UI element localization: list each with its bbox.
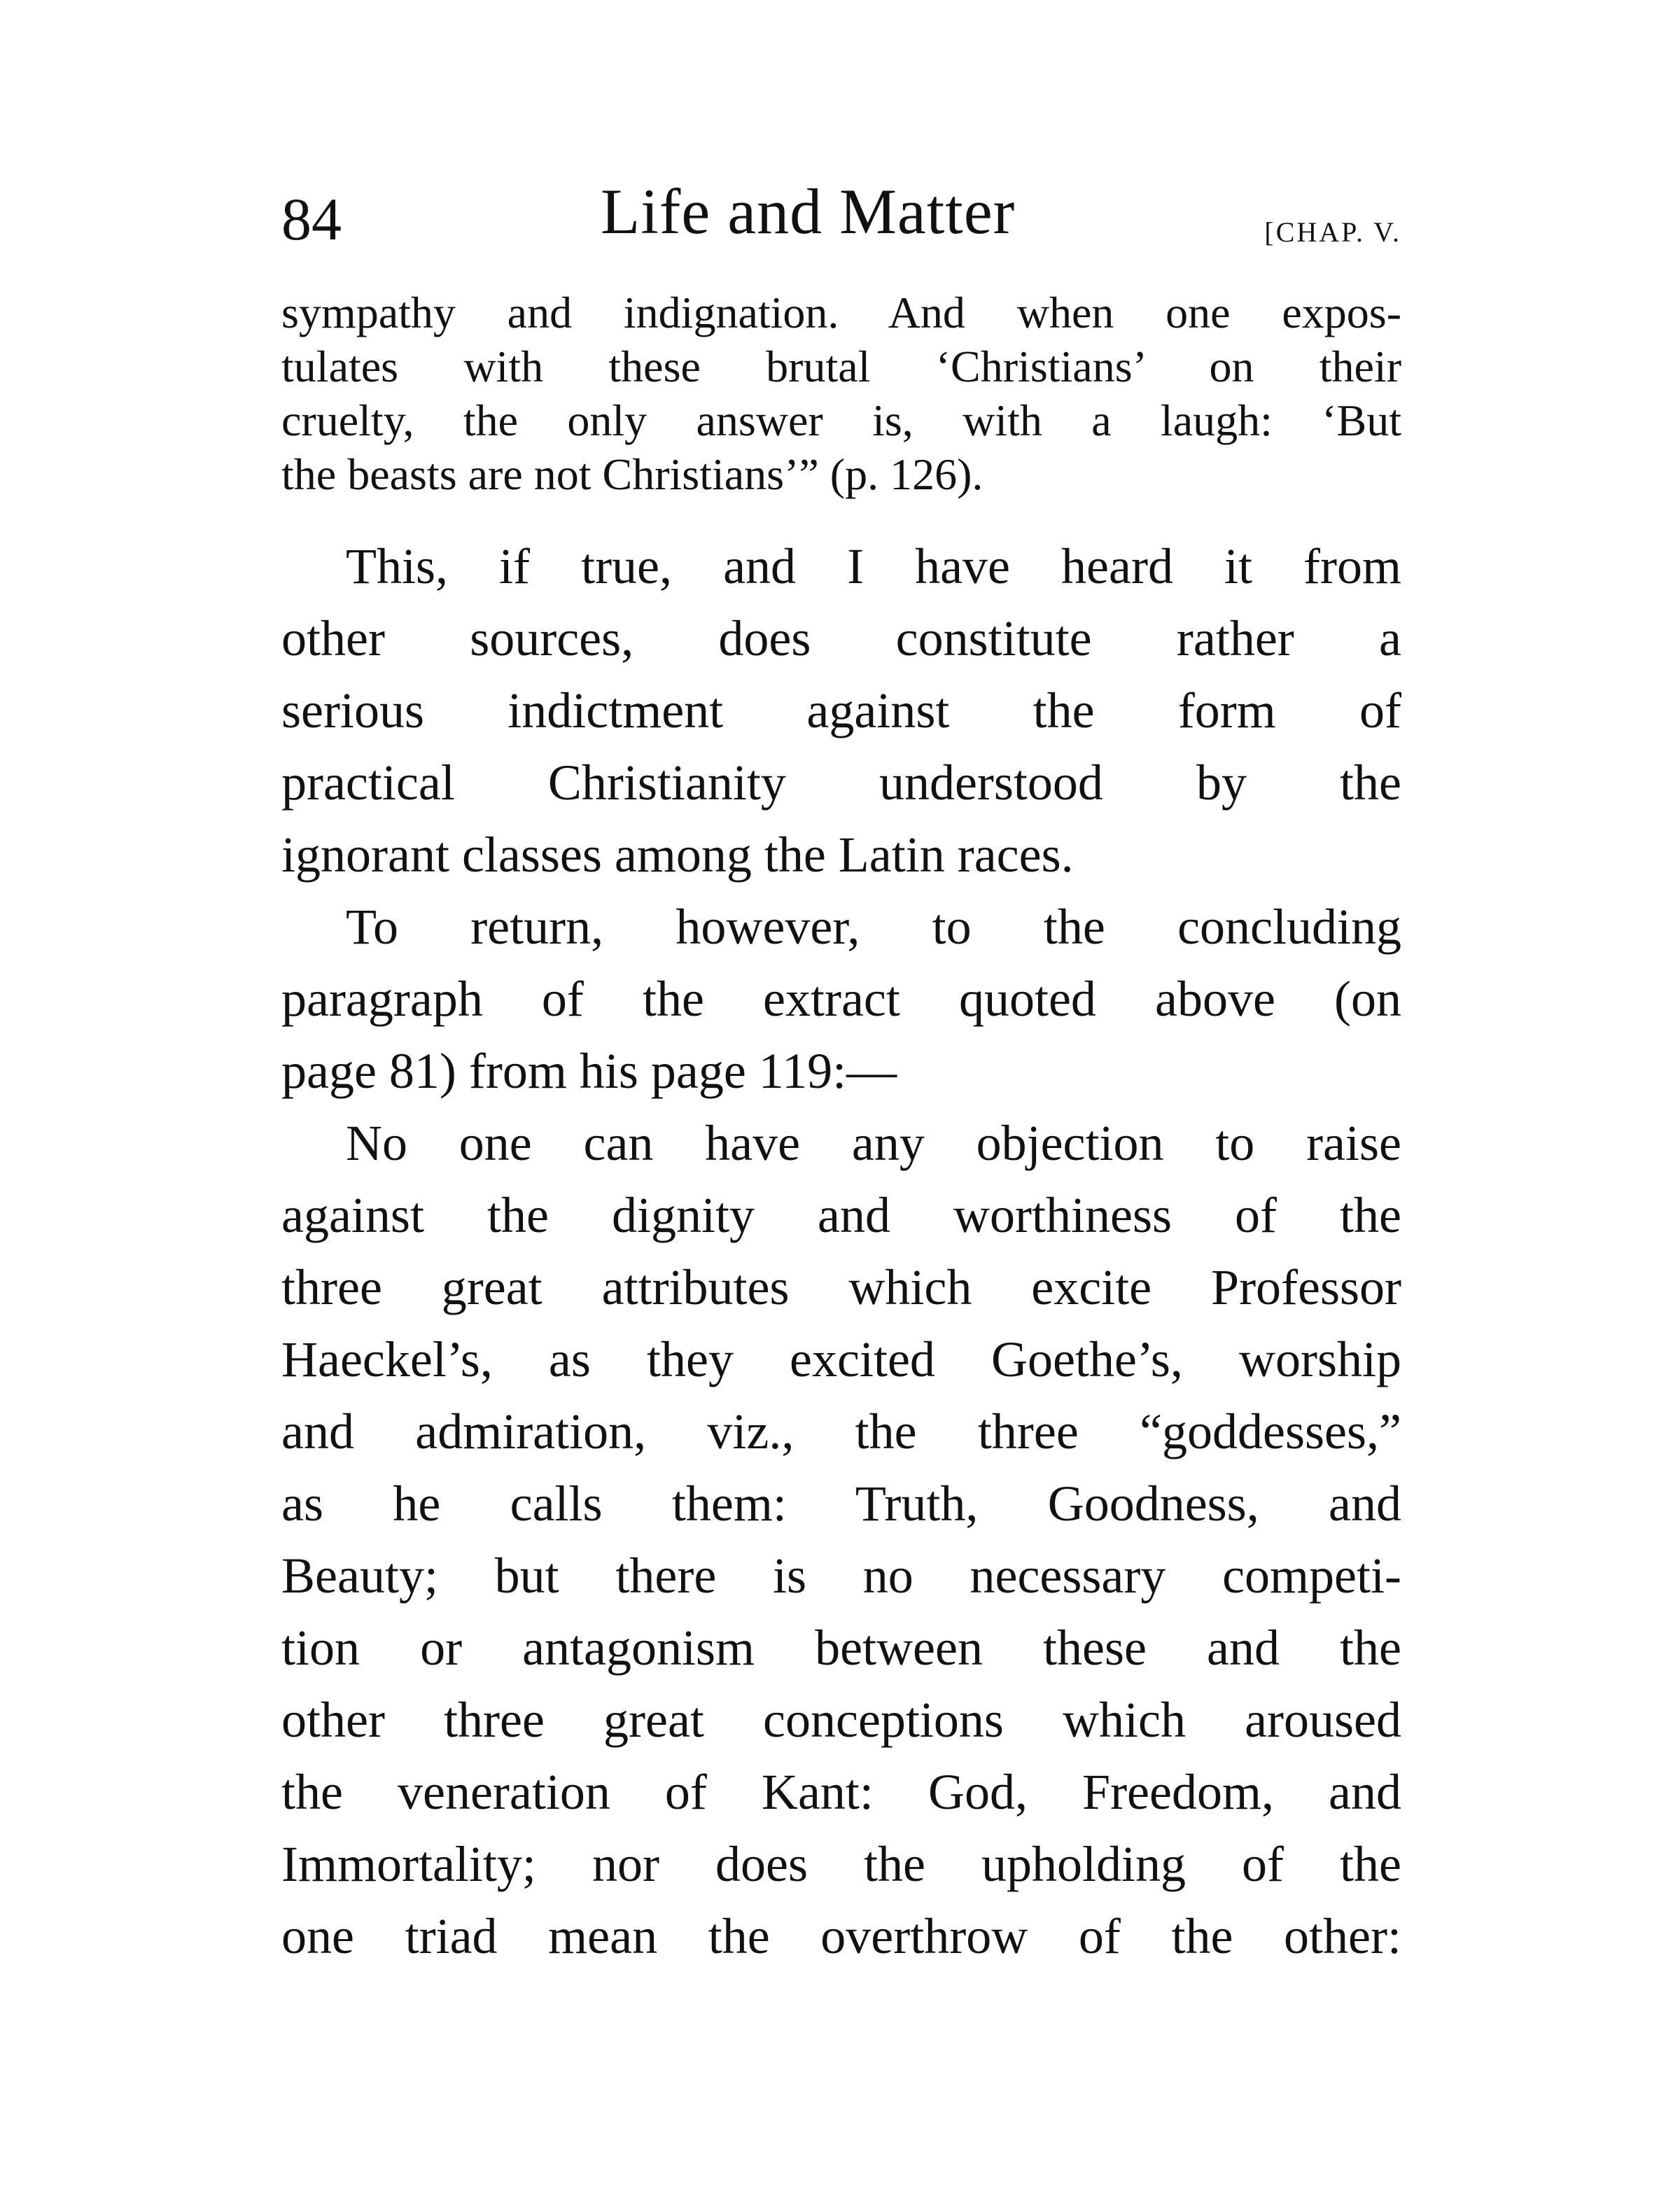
text-line: Immortality; nor does the upholding of the — [281, 1836, 1401, 1892]
text-line: and admiration, viz., the three “goddesses,” — [281, 1404, 1401, 1460]
running-title: Life and Matter — [601, 176, 1016, 247]
text-line: Beauty; but there is no necessary competi- — [281, 1548, 1401, 1604]
page-number: 84 — [281, 186, 342, 253]
text-line: ignorant classes among the Latin races. — [281, 827, 1074, 883]
quoted-paragraph — [281, 286, 1401, 501]
body-paragraph — [281, 531, 1401, 891]
text-line: one triad mean the overthrow of the other: — [281, 1908, 1401, 1964]
text-line: tion or antagonism between these and the — [281, 1620, 1401, 1676]
text-line: cruelty, the only answer is, with a laugh: ‘But — [281, 396, 1401, 445]
text-line: tulates with these brutal ‘Christians’ on their — [281, 342, 1401, 391]
text-line: Haeckel’s, as they excited Goethe’s, worship — [281, 1331, 1401, 1387]
text-line: the beasts are not Christians’” (p. 126). — [281, 449, 983, 499]
body-paragraph — [281, 891, 1401, 1107]
text-line: No one can have any objection to raise — [346, 1115, 1401, 1171]
text-line: To return, however, to the concluding — [346, 899, 1401, 955]
book-page — [281, 175, 1401, 1973]
text-line: paragraph of the extract quoted above (on — [281, 971, 1401, 1027]
text-line: against the dignity and worthiness of the — [281, 1187, 1401, 1243]
text-line: as he calls them: Truth, Goodness, and — [281, 1476, 1401, 1532]
text-line: other sources, does constitute rather a — [281, 610, 1401, 666]
body-paragraph — [281, 1107, 1401, 1973]
paragraph-gap — [281, 501, 1401, 531]
text-line: page 81) from his page 119:— — [281, 1043, 897, 1099]
page-header — [281, 175, 1401, 273]
text-line: This, if true, and I have heard it from — [346, 538, 1401, 594]
text-line: serious indictment against the form of — [281, 682, 1401, 738]
text-line: the veneration of Kant: God, Freedom, and — [281, 1764, 1401, 1820]
text-line: three great attributes which excite Professor — [281, 1259, 1401, 1315]
text-line: practical Christianity understood by the — [281, 755, 1401, 811]
text-line: sympathy and indignation. And when one expos- — [281, 288, 1401, 337]
text-line: other three great conceptions which aroused — [281, 1692, 1401, 1748]
chapter-label: [CHAP. V. — [1264, 216, 1401, 248]
